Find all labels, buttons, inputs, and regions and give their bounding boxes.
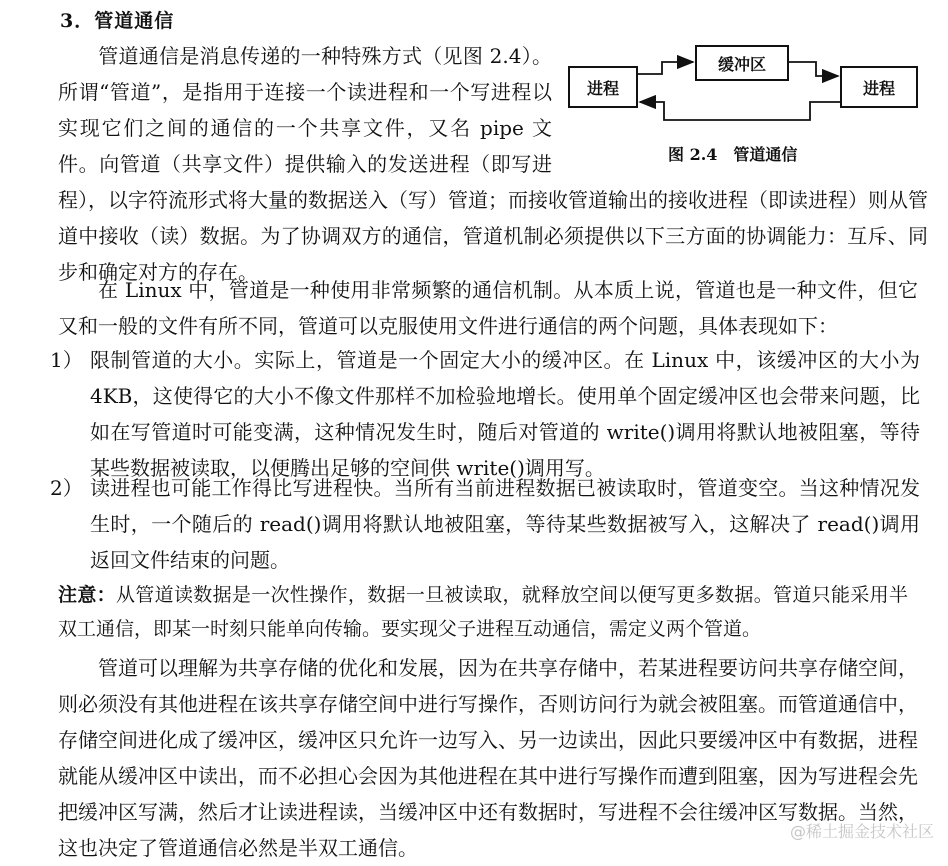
arrow-write <box>638 62 693 74</box>
watermark: @稀土掘金技术社区 <box>789 822 934 841</box>
intro-text: 管道通信是消息传递的一种特殊方式（见图 2.4）。所谓“管道”，是指用于连接一个读进程和一个写进程以实现它们之间的通信的一个共享文件，又名 pipe 文件。向管道（共享文件）提供输入的发送进程（即写进程），以字符流形式将大量的数据送入（写）管道；而接收管道输出的接收进程（即读进程）则从管道中接收（读）数据。为了协调双方的通信，管道机制必须提供以下三方面的协调能力：互斥、同步和确定对方的存在。 <box>58 44 928 284</box>
list-text: 限制管道的大小。实际上，管道是一个固定大小的缓冲区。在 Linux 中，该缓冲区的大小为 4KB，这使得它的大小不像文件那样不加检验地增长。使用单个固定缓冲区也会带来问题，比如在写管道时可能变满，这种情况发生时，随后对管道的 write()调用将默认地被阻塞，等待某些数据被读取，以便腾出足够的空间供 write()调用写。 <box>90 348 920 480</box>
arrow-read <box>789 62 838 76</box>
last-paragraph: 管道可以理解为共享存储的优化和发展，因为在共享存储中，若某进程要访问共享存储空间，则必须没有其他进程在该共享存储空间中进行写操作，否则访问行为就会被阻塞。而管道通信中，存储空间进化成了缓冲区，缓冲区只允许一边写入、另一边读出，因此只要缓冲区中有数据，进程就能从缓冲区中读出，而不必担心会因为其他进程在其中进行写操作而遭到阻塞，因为写进程会先把缓冲区写满，然后才让读进程读，当缓冲区中还有数据时，写进程不会往缓冲区写数据。当然，这也决定了管道通信必然是半双工通信。 <box>58 656 918 860</box>
list-item <box>50 470 920 578</box>
note-paragraph <box>58 578 908 646</box>
list-number: 1） <box>50 348 83 372</box>
arrow-return <box>640 102 840 120</box>
buffer-box: 缓冲区 <box>695 45 789 81</box>
figure-caption: 图 2.4 管道通信 <box>668 145 798 164</box>
process-box-left: 进程 <box>568 66 638 108</box>
section-heading: 3．管道通信 <box>60 10 175 32</box>
list-item <box>50 342 920 486</box>
linux-paragraph: 在 Linux 中，管道是一种使用非常频繁的通信机制。从本质上说，管道也是一种文件，但它又和一般的文件有所不同，管道可以克服使用文件进行通信的两个问题，具体表现如下： <box>58 278 918 338</box>
list-number: 2） <box>50 476 83 500</box>
note-text: 从管道读数据是一次性操作，数据一旦被读取，就释放空间以便写更多数据。管道只能采用半双工通信，即某一时刻只能单向传输。要实现父子进程互动通信，需定义两个管道。 <box>58 584 908 640</box>
note-label: 注意： <box>58 584 116 606</box>
list-text: 读进程也可能工作得比写进程快。当所有当前进程数据已被读取时，管道变空。当这种情况发生时，一个随后的 read()调用将默认地被阻塞，等待某些数据被写入，这解决了 read()调用返回文件结束的问题。 <box>90 476 920 572</box>
pipe-diagram <box>560 40 945 170</box>
process-box-right: 进程 <box>840 66 918 108</box>
